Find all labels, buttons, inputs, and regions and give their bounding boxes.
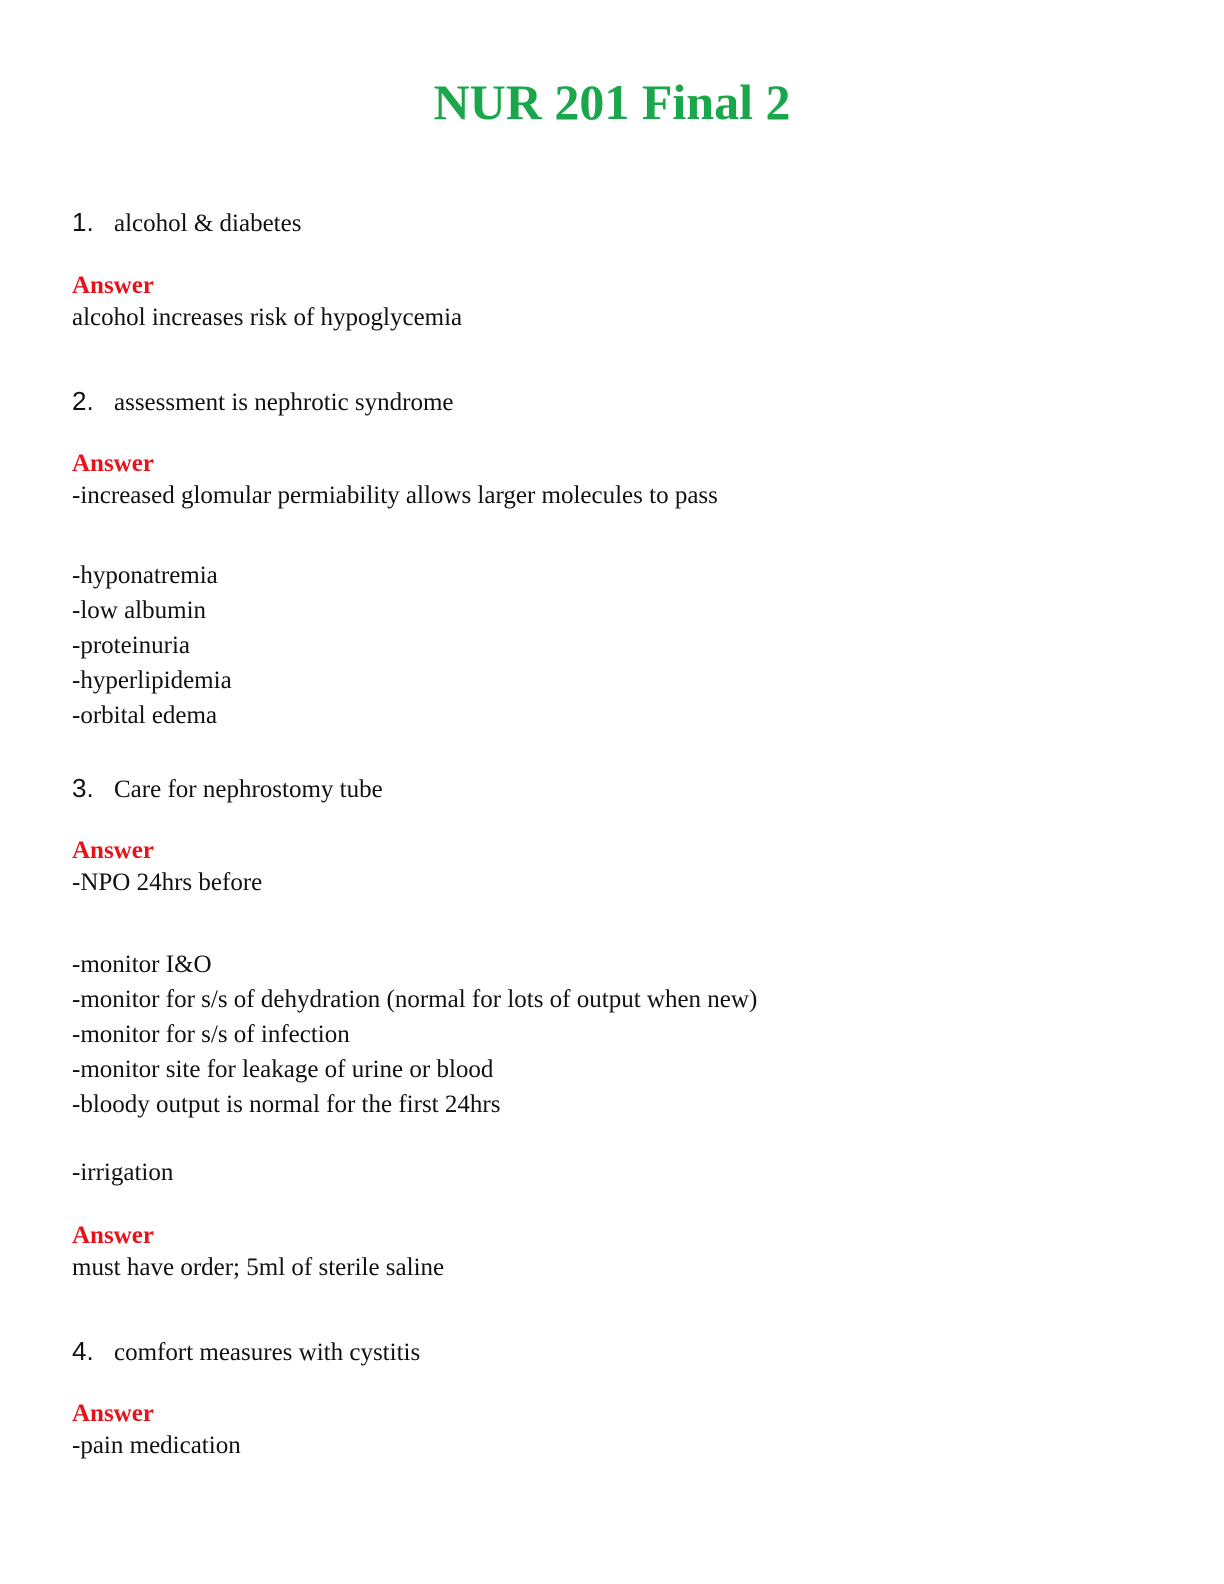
answer-line: -monitor site for leakage of urine or blood [72, 1056, 494, 1083]
answer-line: must have order; 5ml of sterile saline [72, 1254, 445, 1281]
answer-line: -proteinuria [72, 632, 191, 659]
answer-line: -bloody output is normal for the first 24hrs [72, 1091, 501, 1118]
answer-line: -NPO 24hrs before [72, 869, 263, 896]
answer-line: -monitor I&O [72, 951, 212, 978]
answer-label: Answer [72, 837, 154, 864]
question-number: 3. [72, 773, 94, 803]
answer-label: Answer [72, 450, 154, 477]
question-prompt: assessment is nephrotic syndrome [114, 389, 454, 416]
answer-line: -monitor for s/s of dehydration (normal for lots of output when new) [72, 986, 758, 1013]
question-number: 2. [72, 386, 94, 416]
answer-label: Answer [72, 272, 154, 299]
question-number: 4. [72, 1336, 94, 1366]
question-2 [72, 385, 454, 422]
question-prompt: Care for nephrostomy tube [114, 776, 383, 803]
answer-line: alcohol increases risk of hypoglycemia [72, 304, 463, 331]
question-number: 1. [72, 207, 94, 237]
answer-line: -increased glomular permiability allows larger molecules to pass [72, 482, 718, 509]
answer-line: -orbital edema [72, 702, 218, 729]
question-prompt: alcohol & diabetes [114, 210, 302, 237]
question-4 [72, 1335, 420, 1372]
question-1 [72, 206, 301, 243]
answer-line: -low albumin [72, 597, 207, 624]
answer-label: Answer [72, 1222, 154, 1249]
answer-line: -monitor for s/s of infection [72, 1021, 350, 1048]
answer-line: -irrigation [72, 1159, 174, 1186]
question-prompt: comfort measures with cystitis [114, 1339, 421, 1366]
answer-label: Answer [72, 1400, 154, 1427]
answer-line: -pain medication [72, 1432, 241, 1459]
answer-line: -hyponatremia [72, 562, 218, 589]
answer-line: -hyperlipidemia [72, 667, 232, 694]
document-title: NUR 201 Final 2 [433, 74, 791, 130]
question-3 [72, 772, 383, 809]
